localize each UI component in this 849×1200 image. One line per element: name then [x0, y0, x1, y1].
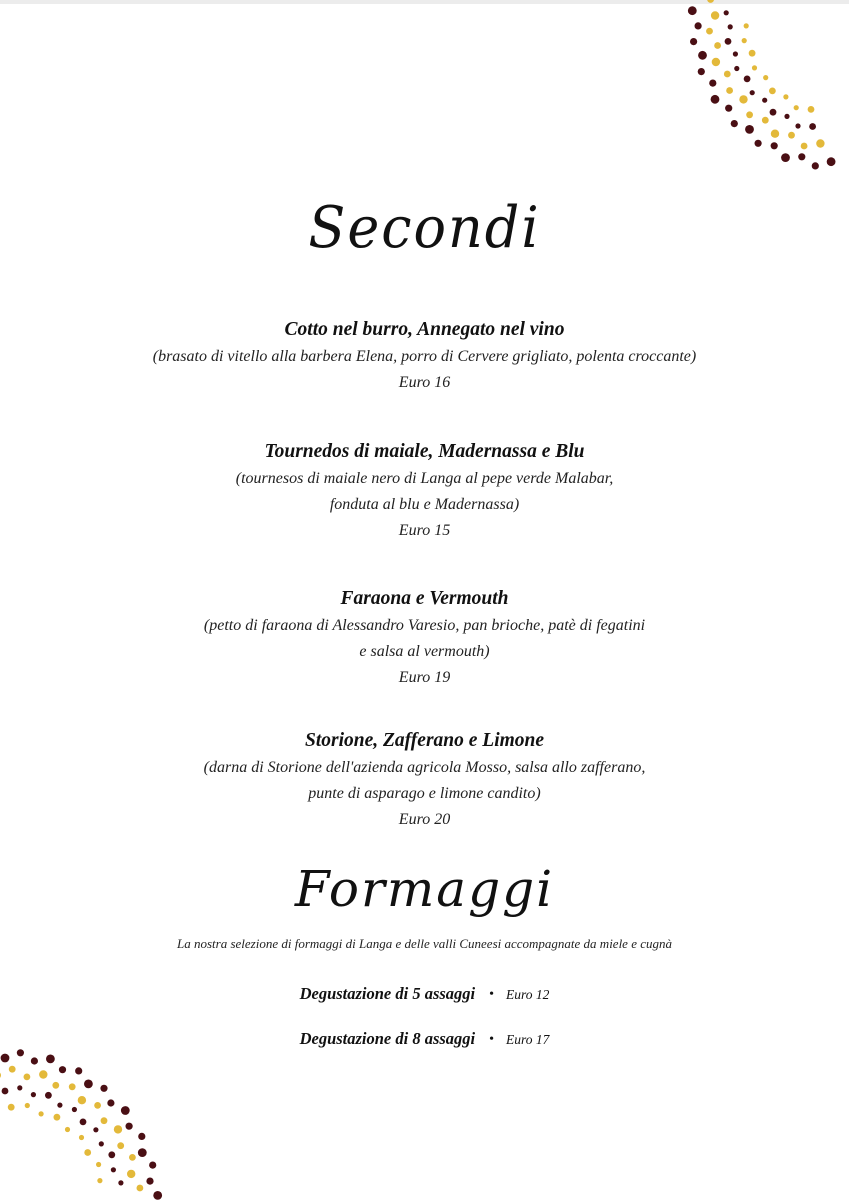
menu-item	[0, 316, 849, 396]
decorative-dot	[138, 1133, 145, 1140]
dish-price: Euro 20	[398, 811, 451, 828]
decorative-dot	[731, 120, 738, 127]
decorative-dot	[712, 58, 720, 66]
decorative-dot	[79, 1135, 84, 1140]
decorative-dot	[762, 117, 769, 124]
decorative-dot	[138, 1148, 147, 1157]
decorative-dot	[688, 6, 697, 15]
decorative-dot	[711, 95, 720, 104]
section-heading-formaggi: Formaggi	[294, 860, 555, 918]
decorative-dot	[711, 11, 719, 19]
decorative-dot	[57, 1103, 62, 1108]
decorative-dot	[733, 51, 738, 56]
decorative-dot	[78, 1096, 86, 1104]
dotted-arc-decoration-top-right	[680, 0, 849, 175]
decorative-dot	[99, 1141, 104, 1146]
dish-name: Tournedos di maiale, Madernassa e Blu	[264, 441, 585, 462]
decorative-dot	[100, 1085, 107, 1092]
decorative-dot	[107, 1099, 114, 1106]
decorative-dot	[788, 132, 795, 139]
dotted-arc-decoration-bottom-left	[0, 1030, 170, 1200]
decorative-dot	[1, 1054, 10, 1063]
decorative-dot	[2, 1088, 9, 1095]
decorative-dot	[84, 1149, 91, 1156]
tasting-option	[0, 984, 849, 1004]
decorative-dot	[734, 66, 739, 71]
dish-name: Faraona e Vermouth	[340, 588, 509, 609]
decorative-dot	[726, 87, 733, 94]
decorative-dot	[65, 1127, 70, 1132]
decorative-dot	[117, 1142, 124, 1149]
decorative-dot	[149, 1162, 156, 1169]
dish-description: (darna di Storione dell'azienda agricola Mosso, salsa allo zafferano,	[203, 759, 646, 776]
decorative-dot	[744, 76, 751, 83]
decorative-dot	[724, 10, 729, 15]
decorative-dot	[101, 1117, 108, 1124]
decorative-dot	[118, 1180, 123, 1185]
decorative-dot	[695, 22, 702, 29]
decorative-dot	[126, 1123, 133, 1130]
decorative-dot	[801, 143, 808, 150]
decorative-dot	[769, 88, 776, 95]
decorative-dot	[137, 1185, 144, 1192]
decorative-dot	[153, 1191, 162, 1200]
decorative-dot	[698, 51, 707, 60]
decorative-dot	[31, 1092, 36, 1097]
decorative-dot	[809, 123, 816, 130]
decorative-dot	[752, 65, 757, 70]
dish-price: Euro 19	[398, 669, 451, 686]
dish-description: (petto di faraona di Alessandro Varesio, pan brioche, patè di fegatini	[203, 617, 646, 634]
dish-price: Euro 15	[398, 522, 451, 539]
bullet-separator: •	[489, 987, 495, 1002]
decorative-dot	[745, 125, 754, 134]
decorative-dot	[146, 1178, 153, 1185]
dish-description: (brasato di vitello alla barbera Elena, porro di Cervere grigliato, polenta croccante)	[152, 348, 697, 365]
decorative-dot	[744, 23, 749, 28]
decorative-dot	[97, 1178, 102, 1183]
decorative-dot	[808, 106, 815, 113]
decorative-dot	[798, 153, 805, 160]
decorative-dot	[9, 1066, 16, 1073]
decorative-dot	[121, 1106, 130, 1115]
cheese-selection-intro: La nostra selezione di formaggi di Langa e delle valli Cuneesi accompagnate da miele e cugnà	[176, 936, 672, 951]
dish-price: Euro 16	[398, 374, 451, 391]
menu-item	[0, 438, 849, 544]
decorative-dot	[771, 142, 778, 149]
tasting-option	[0, 1029, 849, 1049]
decorative-dot	[72, 1107, 77, 1112]
decorative-dot	[746, 111, 753, 118]
decorative-dot	[54, 1114, 61, 1121]
decorative-dot	[24, 1074, 31, 1081]
decorative-dot	[108, 1151, 115, 1158]
decorative-dot	[59, 1066, 66, 1073]
decorative-dot	[698, 68, 705, 75]
decorative-dot	[69, 1083, 76, 1090]
decorative-dot	[742, 38, 747, 43]
decorative-dot	[771, 130, 779, 138]
dish-description: punte di asparago e limone candito)	[308, 785, 541, 802]
dish-description: fonduta al blu e Madernassa)	[329, 496, 520, 513]
decorative-dot	[31, 1057, 38, 1064]
decorative-dot	[827, 157, 836, 166]
decorative-dot	[816, 139, 824, 147]
decorative-dot	[728, 24, 733, 29]
decorative-dot	[129, 1154, 136, 1161]
decorative-dot	[80, 1119, 87, 1126]
tasting-name: Degustazione di 5 assaggi	[299, 984, 476, 1003]
decorative-dot	[39, 1111, 44, 1116]
decorative-dot	[52, 1082, 59, 1089]
decorative-dot	[812, 162, 819, 169]
tasting-price: Euro 17	[506, 1032, 550, 1047]
decorative-dot	[46, 1055, 55, 1064]
decorative-dot	[795, 123, 800, 128]
decorative-dot	[725, 105, 732, 112]
dish-description: (tournesos di maiale nero di Langa al pepe verde Malabar,	[235, 470, 614, 487]
decorative-dot	[114, 1125, 122, 1133]
decorative-dot	[75, 1067, 82, 1074]
decorative-dot	[84, 1080, 93, 1089]
decorative-dot	[709, 80, 716, 87]
decorative-dot	[707, 0, 714, 3]
dish-description: e salsa al vermouth)	[359, 643, 490, 660]
decorative-dot	[750, 90, 755, 95]
decorative-dot	[724, 71, 731, 78]
decorative-dot	[690, 38, 697, 45]
menu-item	[0, 585, 849, 691]
bullet-separator: •	[489, 1032, 495, 1047]
tasting-price: Euro 12	[506, 987, 550, 1002]
decorative-dot	[127, 1170, 135, 1178]
decorative-dot	[783, 94, 788, 99]
decorative-dot	[755, 140, 762, 147]
decorative-dot	[763, 75, 768, 80]
decorative-dot	[25, 1103, 30, 1108]
decorative-dot	[8, 1104, 15, 1111]
tasting-name: Degustazione di 8 assaggi	[299, 1029, 476, 1048]
decorative-dot	[96, 1162, 101, 1167]
dish-name: Storione, Zafferano e Limone	[304, 730, 545, 751]
decorative-dot	[725, 38, 732, 45]
decorative-dot	[781, 153, 790, 162]
decorative-dot	[0, 1071, 1, 1079]
decorative-dot	[784, 114, 789, 119]
decorative-dot	[794, 105, 799, 110]
decorative-dot	[93, 1127, 98, 1132]
decorative-dot	[739, 95, 747, 103]
menu-item	[0, 727, 849, 833]
decorative-dot	[17, 1049, 24, 1056]
decorative-dot	[17, 1085, 22, 1090]
section-heading-secondi: Secondi	[308, 194, 541, 261]
decorative-dot	[762, 98, 767, 103]
decorative-dot	[749, 50, 756, 57]
decorative-dot	[94, 1102, 101, 1109]
decorative-dot	[706, 28, 713, 35]
decorative-dot	[111, 1167, 116, 1172]
decorative-dot	[714, 42, 721, 49]
decorative-dot	[770, 109, 777, 116]
decorative-dot	[45, 1092, 52, 1099]
decorative-dot	[39, 1070, 47, 1078]
dish-name: Cotto nel burro, Annegato nel vino	[284, 319, 565, 340]
